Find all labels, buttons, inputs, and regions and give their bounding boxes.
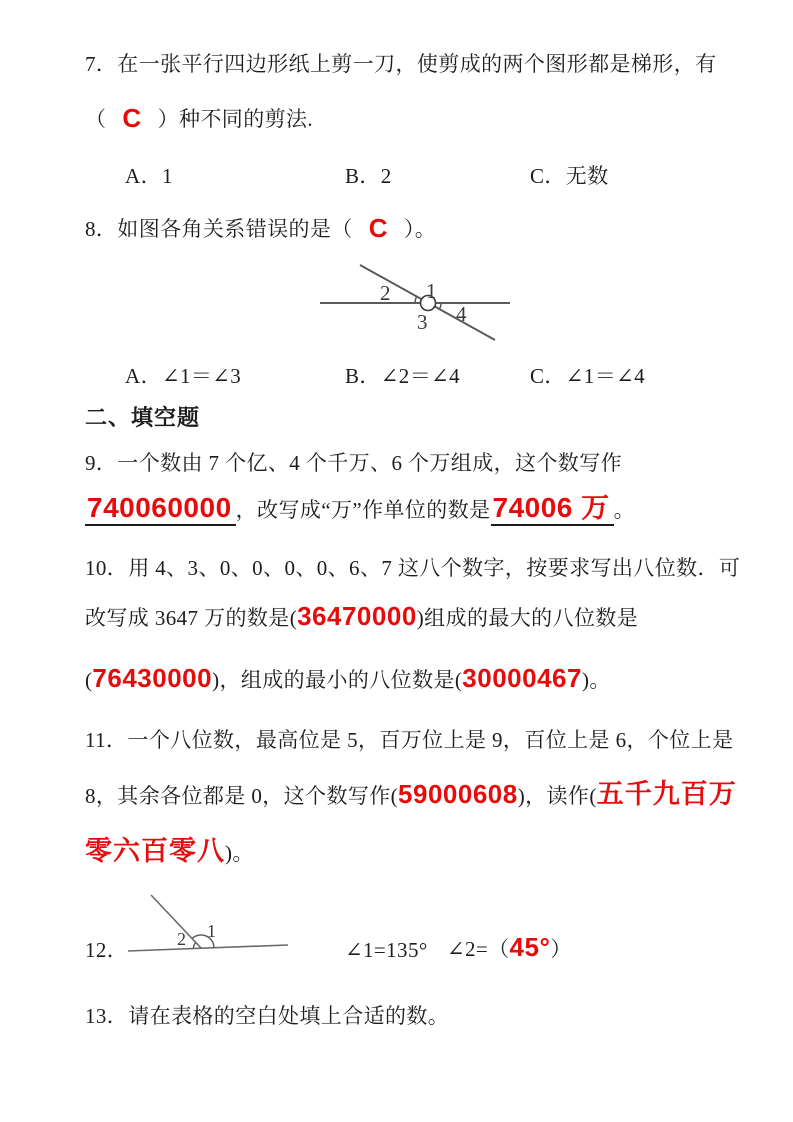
q8-angle-diagram-svg bbox=[318, 253, 518, 348]
q11-text1: 11．一个八位数，最高位是 5，百万位上是 9，百位上是 6，个位上是 bbox=[85, 728, 734, 752]
q12-angle-diagram-svg bbox=[126, 888, 296, 960]
q11-line1 bbox=[85, 724, 733, 756]
q9-line2 bbox=[85, 492, 635, 526]
q8-options-row bbox=[85, 360, 793, 392]
q12-angle1-text: ∠1=135° bbox=[345, 938, 428, 962]
q8-stem-suffix: ）。 bbox=[403, 217, 437, 241]
q10-answer3: 30000467 bbox=[462, 663, 582, 693]
q7-stem-line1 bbox=[85, 48, 717, 80]
q11-answer-reading-part1: 五千九百万 bbox=[596, 779, 737, 809]
q10-line3-mid: )，组成的最小的八位数是( bbox=[212, 668, 463, 692]
q9-mid-text: ，改写成“万”作单位的数是 bbox=[235, 498, 491, 522]
q11-answer-number: 59000608 bbox=[398, 779, 518, 809]
q12-angle2-prefix: ∠2=（ bbox=[447, 937, 510, 961]
q10-answer2: 76430000 bbox=[92, 663, 213, 693]
q10-line3-close: )。 bbox=[581, 668, 611, 692]
q8-option-c: C．∠1＝∠4 bbox=[530, 364, 645, 388]
q12-angle2-suffix: ） bbox=[550, 937, 572, 961]
q8-angle-diagram bbox=[318, 253, 518, 353]
q11-line2 bbox=[85, 778, 737, 812]
q10-line3-open: ( bbox=[85, 668, 93, 692]
q7-paren-close: ）种不同的剪法. bbox=[157, 107, 314, 131]
q11-line2-mid: )，读作( bbox=[517, 784, 597, 808]
q8-label-angle1: 1 bbox=[426, 279, 437, 303]
q8-label-angle3: 3 bbox=[417, 310, 428, 334]
q8-label-angle2: 2 bbox=[380, 281, 391, 305]
q8-label-angle4: 4 bbox=[456, 302, 467, 326]
q7-option-a: A．1 bbox=[125, 164, 173, 188]
q12-number bbox=[85, 934, 128, 966]
q10-answer1: 36470000 bbox=[297, 601, 417, 631]
q13-line1 bbox=[85, 1000, 449, 1032]
q7-options-row bbox=[85, 160, 793, 192]
q11-line3-close: )。 bbox=[225, 841, 254, 865]
q12-angle2-arc bbox=[193, 943, 195, 949]
q7-text: 7．在一张平行四边形纸上剪一刀，使剪成的两个图形都是梯形，有 bbox=[85, 52, 717, 76]
q8-stem bbox=[85, 212, 436, 245]
q9-line1 bbox=[85, 447, 622, 479]
q7-option-b: B．2 bbox=[345, 164, 392, 188]
q12-ray-line bbox=[151, 895, 201, 948]
q12-angle2-value bbox=[447, 931, 572, 965]
q8-stem-prefix: 8．如图各角关系错误的是（ bbox=[85, 217, 353, 241]
q12-number-text: 12． bbox=[85, 938, 129, 962]
q8-option-b: B．∠2＝∠4 bbox=[345, 364, 460, 388]
q11-answer-reading-part2: 零六百零八 bbox=[85, 836, 225, 866]
q10-line3 bbox=[85, 662, 611, 696]
q7-answer: C bbox=[122, 103, 142, 133]
q7-stem-line2 bbox=[85, 102, 313, 135]
q8-option-a: A．∠1＝∠3 bbox=[125, 364, 242, 388]
q8-answer: C bbox=[368, 213, 388, 243]
q11-line2-prefix: 8，其余各位都是 0，这个数写作( bbox=[85, 784, 399, 808]
q7-paren-open: （ bbox=[85, 107, 107, 131]
section2-title: 二、填空题 bbox=[85, 405, 201, 430]
q13-text: 13．请在表格的空白处填上合适的数。 bbox=[85, 1004, 450, 1028]
q12-angle-diagram bbox=[126, 888, 296, 965]
section2-header bbox=[85, 402, 200, 434]
q10-line2-prefix: 改写成 3647 万的数是( bbox=[85, 606, 298, 630]
q12-label-angle1: 1 bbox=[207, 921, 216, 941]
q7-option-c: C．无数 bbox=[530, 164, 609, 188]
q9-end-punct: 。 bbox=[613, 498, 636, 522]
q10-line2-suffix: )组成的最大的八位数是 bbox=[416, 606, 639, 630]
q10-text1: 10．用 4、3、0、0、0、0、6、7 这八个数字，按要求写出八位数．可 bbox=[85, 556, 741, 580]
q10-line2 bbox=[85, 600, 638, 634]
q12-horizontal-line bbox=[128, 945, 288, 951]
q11-line3 bbox=[85, 835, 254, 869]
q10-line1 bbox=[85, 552, 740, 584]
q12-answer: 45° bbox=[509, 932, 551, 962]
q9-answer-wan: 74006 万 bbox=[491, 492, 614, 526]
q9-answer-number: 740060000 bbox=[85, 492, 236, 526]
q9-text: 9．一个数由 7 个亿、4 个千万、6 个万组成，这个数写作 bbox=[85, 451, 622, 475]
q12-angle1-value bbox=[345, 934, 428, 966]
q12-label-angle2: 2 bbox=[177, 929, 186, 949]
